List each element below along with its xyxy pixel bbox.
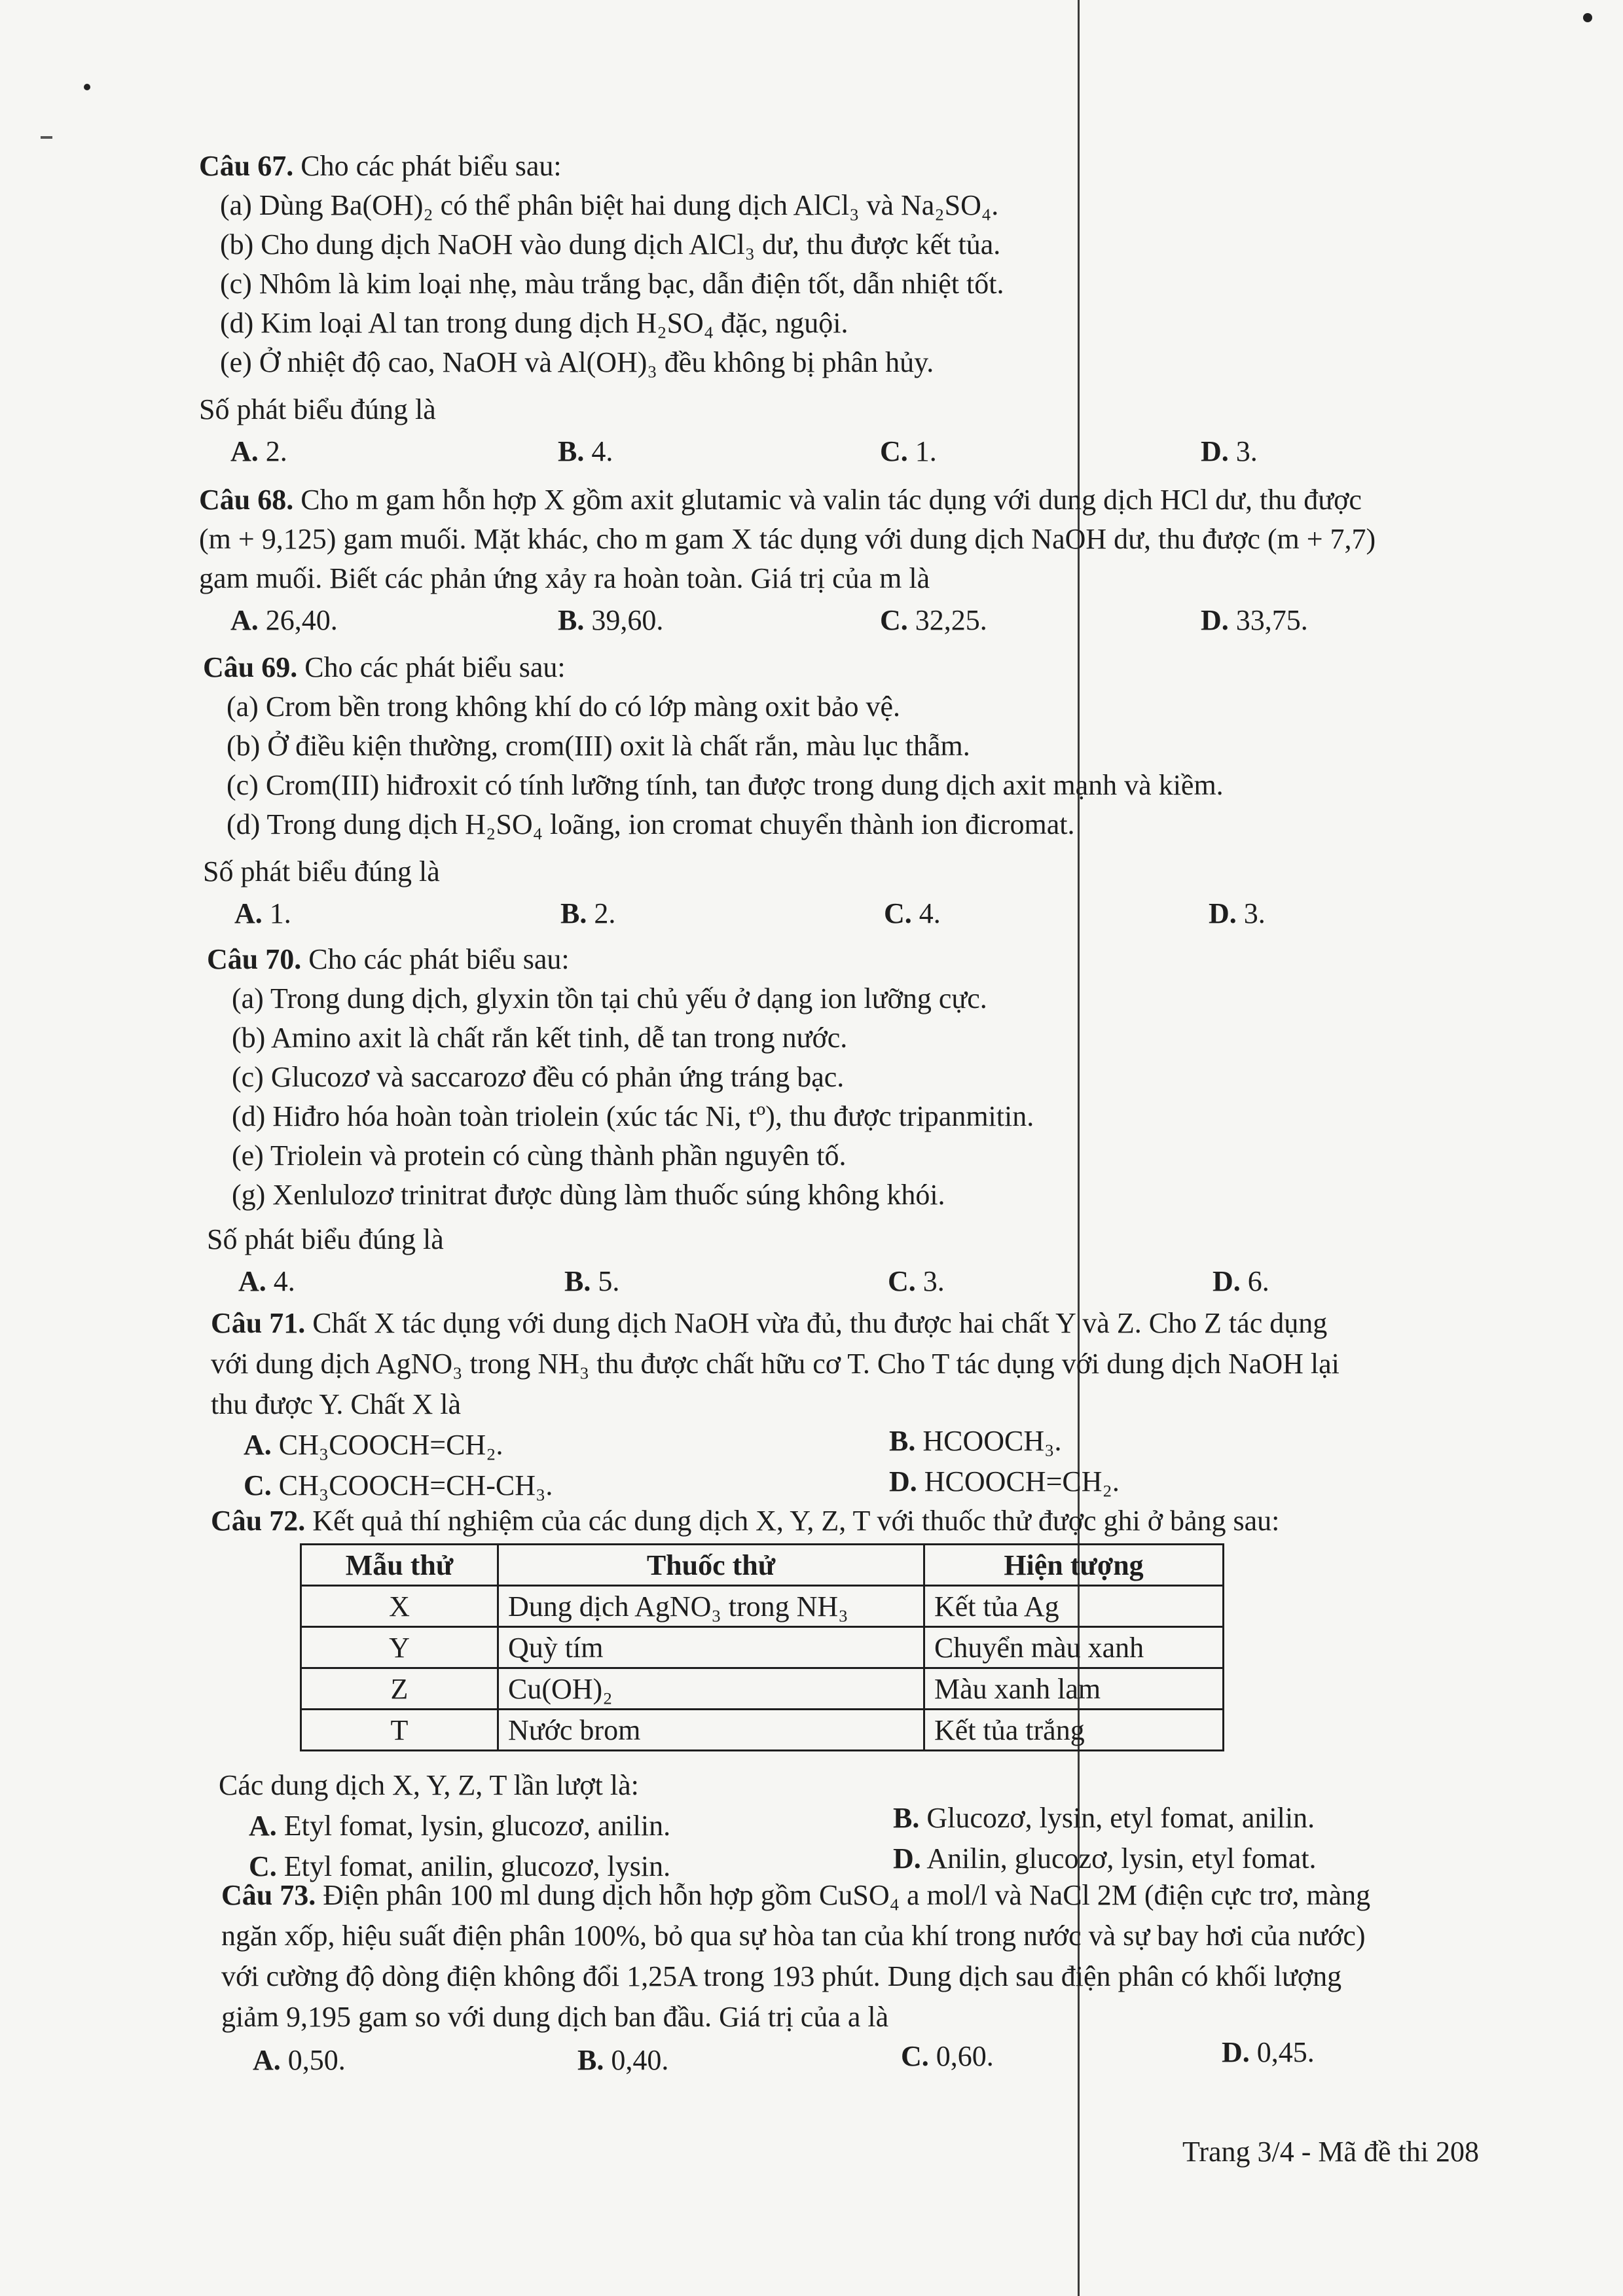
table-cell: Cu(OH)₂ xyxy=(498,1668,924,1710)
q70-option-d[interactable]: D. 6. xyxy=(1213,1265,1269,1297)
q69-option-b[interactable]: B. 2. xyxy=(560,897,616,929)
q69-option-d[interactable]: D. 3. xyxy=(1209,897,1266,929)
q71-option-b[interactable]: B. HCOOCH₃. xyxy=(889,1425,1062,1457)
q69-option-c[interactable]: C. 4. xyxy=(884,897,941,929)
q73-option-b[interactable]: B. 0,40. xyxy=(577,2044,669,2076)
q70-option-b[interactable]: B. 5. xyxy=(564,1265,620,1297)
q67-statement-b: (b) Cho dung dịch NaOH vào dung dịch AlCl₃ dư, thu được kết tủa. xyxy=(220,228,1001,260)
q73-line-4: giảm 9,195 gam so với dung dịch ban đầu. Giá trị của a là xyxy=(221,2001,889,2033)
q67-header: Câu 67. Cho các phát biểu sau: xyxy=(199,150,562,182)
q70-statement-e: (e) Triolein và protein có cùng thành phần nguyên tố. xyxy=(232,1139,847,1172)
table-row xyxy=(301,1627,1224,1668)
q72-header: Câu 72. Kết quả thí nghiệm của các dung dịch X, Y, Z, T với thuốc thử được ghi ở bảng sau: xyxy=(211,1505,1280,1537)
q69-statement-a: (a) Crom bền trong không khí do có lớp màng oxit bảo vệ. xyxy=(227,691,900,723)
q73-line-2: ngăn xốp, hiệu suất điện phân 100%, bỏ qua sự hòa tan của khí trong nước và sự bay hơi của nước) xyxy=(221,1920,1366,1952)
column-header-sample: Mẫu thử xyxy=(301,1545,498,1586)
column-header-reagent: Thuốc thử xyxy=(498,1545,924,1586)
column-header-phenomenon: Hiện tượng xyxy=(924,1545,1224,1586)
q71-option-c[interactable]: C. CH₃COOCH=CH-CH₃. xyxy=(244,1469,553,1501)
q67-option-d[interactable]: D. 3. xyxy=(1201,435,1258,467)
q72-option-d[interactable]: D. Anilin, glucozơ, lysin, etyl fomat. xyxy=(893,1842,1317,1874)
page-footer: Trang 3/4 - Mã đề thi 208 xyxy=(1182,2136,1480,2168)
q72-option-c[interactable]: C. Etyl fomat, anilin, glucozơ, lysin. xyxy=(249,1850,671,1882)
q71-line-3: thu được Y. Chất X là xyxy=(211,1388,461,1420)
scan-speck xyxy=(1583,13,1592,22)
q69-header: Câu 69. Cho các phát biểu sau: xyxy=(203,651,566,683)
table-row xyxy=(301,1710,1224,1751)
q71-line-1: Câu 71. Chất X tác dụng với dung dịch NaOH vừa đủ, thu được hai chất Y và Z. Cho Z tác dụng xyxy=(211,1307,1328,1339)
q69-prompt: Số phát biểu đúng là xyxy=(203,855,440,888)
q67-prompt: Số phát biểu đúng là xyxy=(199,393,436,425)
q70-prompt: Số phát biểu đúng là xyxy=(207,1223,444,1255)
q70-statement-g: (g) Xenlulozơ trinitrat được dùng làm thuốc súng không khói. xyxy=(232,1179,945,1211)
table-cell: Màu xanh lam xyxy=(924,1668,1224,1710)
table-cell: Kết tủa trắng xyxy=(924,1710,1224,1751)
q70-statement-d: (d) Hiđro hóa hoàn toàn triolein (xúc tác Ni, tº), thu được tripanmitin. xyxy=(232,1100,1034,1132)
q70-header: Câu 70. Cho các phát biểu sau: xyxy=(207,943,570,975)
q68-line-1: Câu 68. Cho m gam hỗn hợp X gồm axit glutamic và valin tác dụng với dung dịch HCl dư, thu được xyxy=(199,484,1362,516)
q69-statement-d: (d) Trong dung dịch H₂SO₄ loãng, ion cromat chuyển thành ion đicromat. xyxy=(227,808,1075,840)
q72-prompt: Các dung dịch X, Y, Z, T lần lượt là: xyxy=(219,1769,639,1801)
q73-line-1: Câu 73. Điện phân 100 ml dung dịch hỗn hợp gồm CuSO₄ a mol/l và NaCl 2M (điện cực trơ, màng xyxy=(221,1879,1371,1911)
q69-statement-c: (c) Crom(III) hiđroxit có tính lưỡng tính, tan được trong dung dịch axit mạnh và kiềm. xyxy=(227,769,1224,801)
table-header-row xyxy=(301,1545,1224,1586)
scan-speck xyxy=(84,84,90,90)
q67-statement-e: (e) Ở nhiệt độ cao, NaOH và Al(OH)₃ đều không bị phân hủy. xyxy=(220,346,934,378)
table-cell: Nước brom xyxy=(498,1710,924,1751)
q70-option-c[interactable]: C. 3. xyxy=(888,1265,945,1297)
q69-option-a[interactable]: A. 1. xyxy=(234,897,291,929)
q70-statement-c: (c) Glucozơ và saccarozơ đều có phản ứng tráng bạc. xyxy=(232,1061,845,1093)
table-cell: X xyxy=(301,1586,498,1627)
table-cell: Dung dịch AgNO₃ trong NH₃ xyxy=(498,1586,924,1627)
q73-option-c[interactable]: C. 0,60. xyxy=(901,2040,994,2072)
q70-statement-b: (b) Amino axit là chất rắn kết tinh, dễ tan trong nước. xyxy=(232,1022,848,1054)
q71-option-a[interactable]: A. CH₃COOCH=CH₂. xyxy=(244,1429,503,1461)
q69-statement-b: (b) Ở điều kiện thường, crom(III) oxit là chất rắn, màu lục thẫm. xyxy=(227,730,970,762)
q68-option-d[interactable]: D. 33,75. xyxy=(1201,604,1308,636)
q67-option-c[interactable]: C. 1. xyxy=(880,435,937,467)
q67-option-b[interactable]: B. 4. xyxy=(558,435,613,467)
q73-line-3: với cường độ dòng điện không đổi 1,25A trong 193 phút. Dung dịch sau điện phân có khối lượng xyxy=(221,1960,1342,1992)
q70-statement-a: (a) Trong dung dịch, glyxin tồn tại chủ yếu ở dạng ion lưỡng cực. xyxy=(232,982,987,1014)
table-row xyxy=(301,1586,1224,1627)
table-cell: Chuyển màu xanh xyxy=(924,1627,1224,1668)
q67-option-a[interactable]: A. 2. xyxy=(230,435,287,467)
scan-speck xyxy=(41,136,52,139)
table-cell: Y xyxy=(301,1627,498,1668)
q68-line-3: gam muối. Biết các phản ứng xảy ra hoàn toàn. Giá trị của m là xyxy=(199,562,930,594)
q70-option-a[interactable]: A. 4. xyxy=(238,1265,295,1297)
q73-option-a[interactable]: A. 0,50. xyxy=(253,2044,346,2076)
table-cell: Kết tủa Ag xyxy=(924,1586,1224,1627)
q73-option-d[interactable]: D. 0,45. xyxy=(1222,2036,1315,2068)
q72-option-b[interactable]: B. Glucozơ, lysin, etyl fomat, anilin. xyxy=(893,1802,1315,1834)
q68-line-2: (m + 9,125) gam muối. Mặt khác, cho m gam X tác dụng với dung dịch NaOH dư, thu được (m + 7,7) xyxy=(199,523,1376,555)
q68-option-c[interactable]: C. 32,25. xyxy=(880,604,987,636)
q71-option-d[interactable]: D. HCOOCH=CH₂. xyxy=(889,1465,1120,1498)
table-cell: Quỳ tím xyxy=(498,1627,924,1668)
q67-statement-d: (d) Kim loại Al tan trong dung dịch H₂SO₄ đặc, nguội. xyxy=(220,307,848,339)
table-row xyxy=(301,1668,1224,1710)
results-table xyxy=(300,1543,1224,1751)
q72-option-a[interactable]: A. Etyl fomat, lysin, glucozơ, anilin. xyxy=(249,1810,671,1842)
q67-statement-a: (a) Dùng Ba(OH)₂ có thể phân biệt hai dung dịch AlCl₃ và Na₂SO₄. xyxy=(220,189,999,221)
q68-option-a[interactable]: A. 26,40. xyxy=(230,604,338,636)
table-cell: T xyxy=(301,1710,498,1751)
table-cell: Z xyxy=(301,1668,498,1710)
q71-line-2: với dung dịch AgNO₃ trong NH₃ thu được chất hữu cơ T. Cho T tác dụng với dung dịch NaOH lại xyxy=(211,1348,1340,1380)
q67-statement-c: (c) Nhôm là kim loại nhẹ, màu trắng bạc, dẫn điện tốt, dẫn nhiệt tốt. xyxy=(220,268,1004,300)
q68-option-b[interactable]: B. 39,60. xyxy=(558,604,664,636)
